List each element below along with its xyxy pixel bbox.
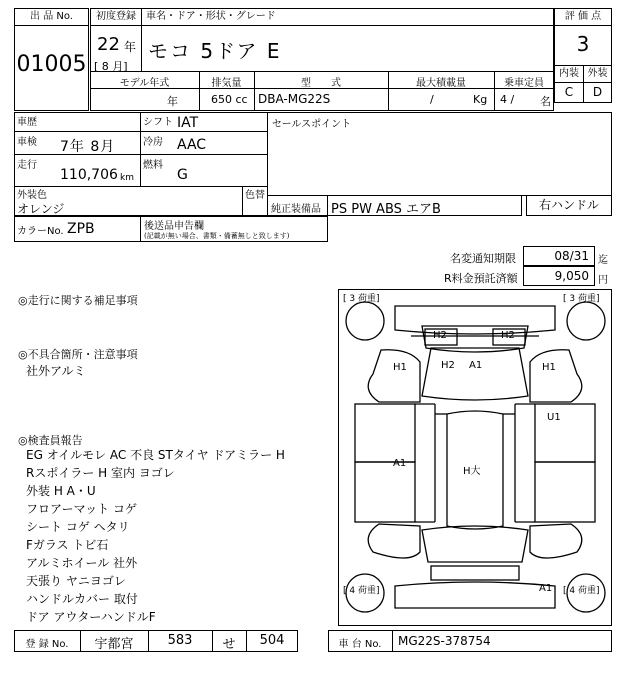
car-name-label-cell <box>141 8 554 26</box>
car-outline <box>339 290 611 625</box>
car-name: モコ 5ドア E <box>148 39 282 63</box>
inspector-line: ドア アウターハンドルF <box>26 610 156 624</box>
recycle: 9,050 <box>554 269 589 283</box>
type: DBA-MG22S <box>258 92 331 106</box>
details-left <box>14 112 268 187</box>
exterior-label: 外装 <box>587 68 608 79</box>
repaint-label: 色替 <box>245 190 265 201</box>
chassis-label: 車 台 No. <box>338 639 382 650</box>
inspector-line: Fガラス トビ石 <box>26 538 109 552</box>
defects-title: ◎不具合箇所・注意事項 <box>18 348 138 361</box>
model-year: 年 <box>167 95 178 108</box>
mark-h2-mid: H2 <box>441 360 455 371</box>
reg-region: 宇都宮 <box>94 637 134 652</box>
capacity-label: 乗車定員 <box>504 78 544 89</box>
lot-label: 出 品 No. <box>30 11 73 22</box>
mark-h1-left: H1 <box>393 362 407 373</box>
tire-label-rr: [ 4 荷重] <box>563 586 600 596</box>
name-change-cell <box>523 246 595 266</box>
inspector-line: アルミホイール 社外 <box>26 556 138 570</box>
mark-h-large: H大 <box>463 466 481 477</box>
interior-label: 内装 <box>559 68 579 79</box>
reg-number: 504 <box>259 633 285 648</box>
fuel-label: 燃料 <box>143 160 163 171</box>
mark-h1-right: H1 <box>542 362 556 373</box>
color-no-label: カラーNo. <box>17 226 64 237</box>
tire-label-fr: [ 3 荷重] <box>563 294 600 304</box>
mark-a1-mid: A1 <box>469 360 483 371</box>
type-label: 型 式 <box>301 78 341 89</box>
max-load-unit: Kg <box>473 93 488 106</box>
car-name-cell <box>141 25 554 72</box>
first-reg-label-cell <box>90 8 142 26</box>
recycle-label: R料金預託済額 <box>444 272 518 285</box>
ac: AAC <box>177 137 207 153</box>
year-unit: 年 <box>124 40 137 54</box>
inspector-line: フロアーマット コゲ <box>26 502 137 516</box>
name-change-unit: 迄 <box>598 255 608 266</box>
inspection: 7年 8月 <box>60 139 116 155</box>
inspection-label: 車検 <box>17 137 37 148</box>
exterior-cell <box>583 82 612 103</box>
inspector-line: シート コゲ ヘタリ <box>26 520 130 534</box>
docs-label: 後送品申告欄 <box>144 221 204 232</box>
fuel: G <box>177 167 188 183</box>
score-label: 評 価 点 <box>564 11 602 22</box>
damage-diagram <box>338 289 612 626</box>
max-load-label: 最大積載量 <box>416 78 466 89</box>
interior-value: C <box>564 85 574 99</box>
docs-note: (記載が無い場合、書類・備蓄無しと致します) <box>144 232 290 240</box>
lot-number-cell <box>14 25 89 111</box>
mark-h2-hood-right: H2 <box>501 330 515 341</box>
defects-list <box>26 362 86 380</box>
inspector-list <box>26 446 285 626</box>
score-label-cell <box>554 8 612 26</box>
reg-label: 登 録 No. <box>25 639 69 650</box>
mark-h2-hood-left: H2 <box>433 330 447 341</box>
steering: 右ハンドル <box>538 198 599 212</box>
score-cell <box>554 25 612 66</box>
mark-a1-side: A1 <box>393 458 407 469</box>
chassis: MG22S-378754 <box>398 634 491 648</box>
first-reg-cell <box>90 25 142 72</box>
inspector-line: ハンドルカバー 取付 <box>26 592 138 606</box>
inspector-line: Rスポイラー H 室内 ヨゴレ <box>26 466 175 480</box>
exterior-value: D <box>592 85 603 99</box>
defect-line: 社外アルミ <box>26 364 86 378</box>
color-label: 外装色 <box>17 190 47 201</box>
mark-a1-bottom: A1 <box>539 583 553 594</box>
color-no: ZPB <box>67 221 95 237</box>
mileage-label: 走行 <box>17 160 37 171</box>
shift: IAT <box>177 115 199 131</box>
driving-title: ◎走行に関する補足事項 <box>18 294 138 307</box>
lot-label-cell <box>14 8 89 26</box>
sales-point-cell <box>267 112 612 196</box>
recycle-unit: 円 <box>598 275 608 286</box>
name-change-label: 名変通知期限 <box>450 252 516 265</box>
steering-cell <box>526 195 612 216</box>
shift-label: シフト <box>143 117 173 128</box>
car-name-label: 車名・ドア・形状・グレード <box>146 11 276 22</box>
displacement-label: 排気量 <box>211 78 242 89</box>
tire-label-rl: [ 4 荷重] <box>343 586 380 596</box>
inspector-line: 天張り ヤニヨゴレ <box>26 574 126 588</box>
first-reg-month: [ 8 月] <box>94 60 128 73</box>
mileage: 110,706 <box>60 167 118 183</box>
recycle-cell <box>523 266 595 286</box>
mark-u1: U1 <box>547 412 561 423</box>
exterior-label-cell <box>583 65 612 83</box>
mileage-unit: km <box>120 173 134 183</box>
interior-label-cell <box>554 65 584 83</box>
reg-class: 583 <box>167 633 193 648</box>
displacement: 650 cc <box>211 93 248 106</box>
model-year-label: モデル年式 <box>119 78 170 89</box>
history-label: 車歴 <box>17 117 37 128</box>
reg-kana: せ <box>222 637 236 652</box>
capacity: 4 / <box>500 93 515 106</box>
tire-label-fl: [ 3 荷重] <box>343 294 380 304</box>
interior-cell <box>554 82 584 103</box>
sales-point-label: セールスポイント <box>272 119 352 130</box>
color: オレンジ <box>17 202 65 216</box>
inspector-line: 外装 H A・U <box>26 484 96 498</box>
equip-label: 純正装備品 <box>271 204 321 215</box>
lot-number: 01005 <box>16 52 87 77</box>
score-value: 3 <box>576 32 590 56</box>
inspector-line: EG オイルモレ AC 不良 STタイヤ ドアミラー H <box>26 448 285 462</box>
first-reg-year: 22 <box>97 34 120 55</box>
name-change: 08/31 <box>554 249 589 263</box>
max-load: / <box>430 93 434 106</box>
capacity-unit: 名 <box>540 95 551 108</box>
equip: PS PW ABS エアB <box>331 202 441 217</box>
first-reg-label: 初度登録 <box>96 11 136 22</box>
ac-label: 冷房 <box>143 137 163 148</box>
inspector-title: ◎検査員報告 <box>18 434 83 447</box>
